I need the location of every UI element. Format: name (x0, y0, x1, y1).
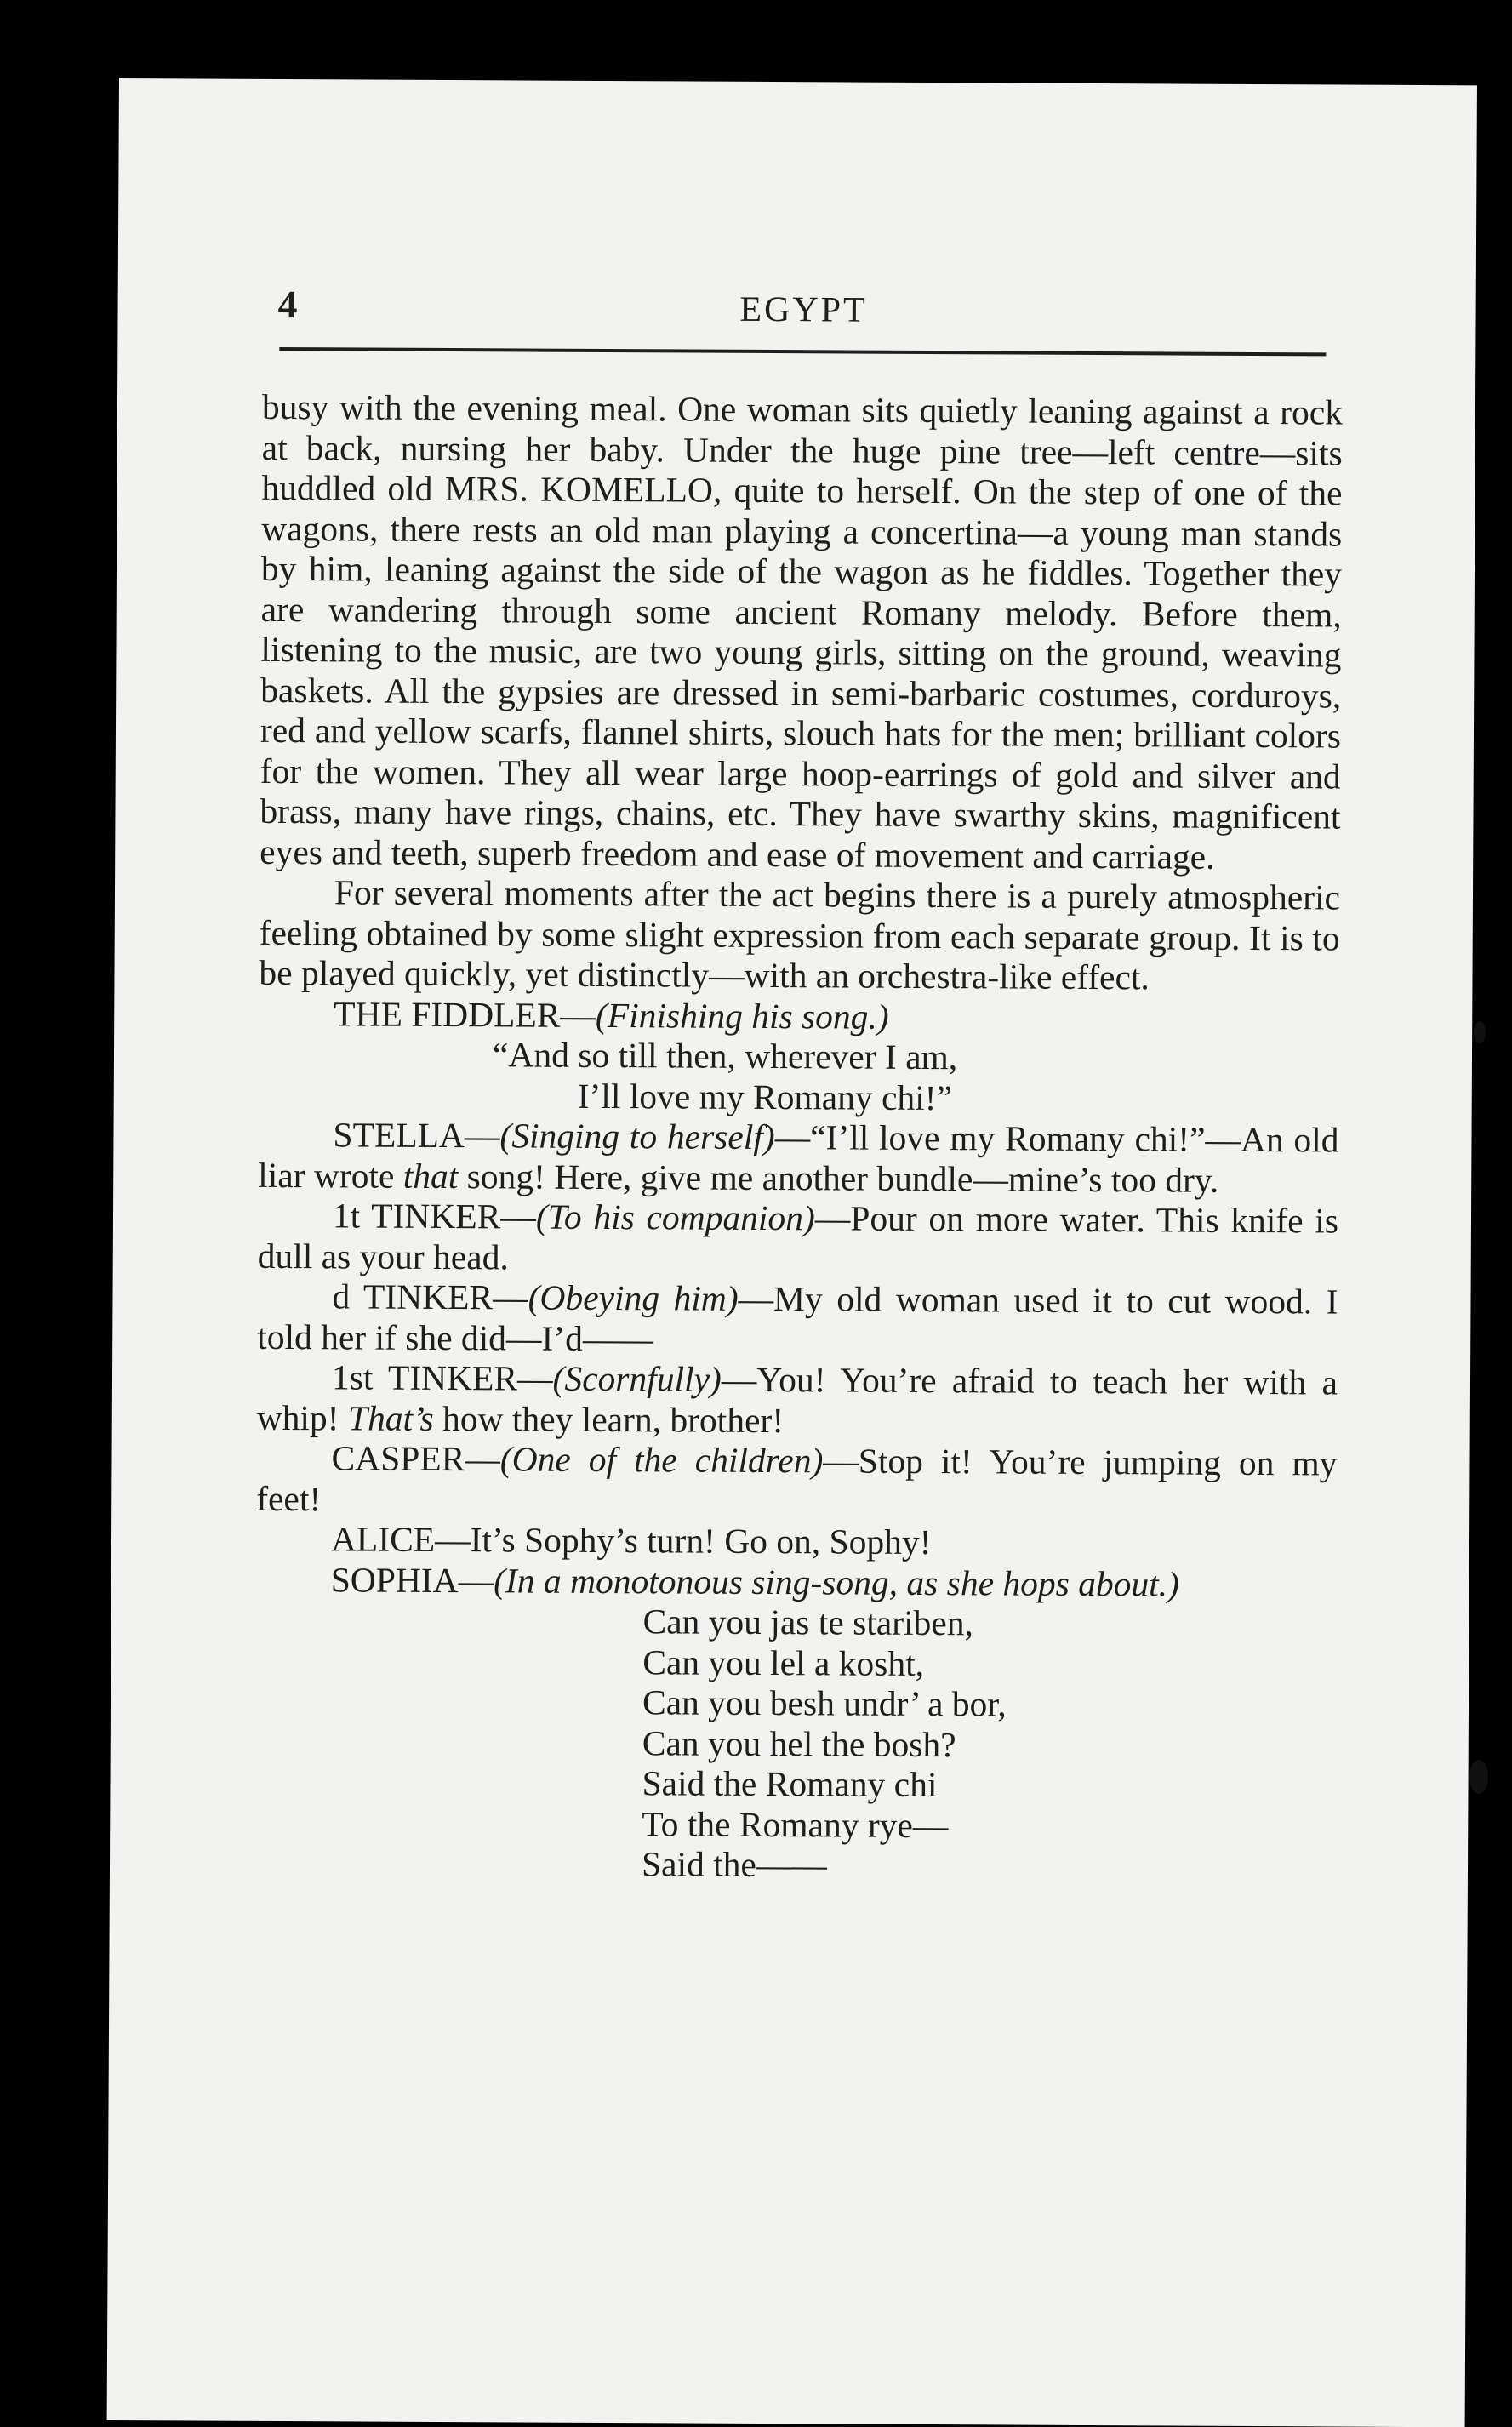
speaker-name: CASPER— (331, 1438, 500, 1479)
speech-second-tinker (257, 1276, 1338, 1363)
song-line: To the Romany rye— (642, 1803, 949, 1845)
emphasis: That’s (347, 1397, 434, 1438)
song-line: Can you besh undr’ a bor, (642, 1682, 1007, 1724)
stage-direction: (To his companion) (535, 1196, 815, 1238)
song-verse (254, 1600, 1337, 1888)
dialogue: —You! You’re afraid to teach her with a whip! (256, 1359, 1338, 1437)
speaker-name: d TINKER— (332, 1276, 528, 1317)
speech-alice: ALICE—It’s Sophy’s turn! Go on, Sophy! (330, 1519, 932, 1562)
dialogue: song! Here, give me another bundle—mine’s too dry. (458, 1156, 1219, 1200)
paragraph-scene-description: busy with the evening meal. One woman sits quietly leaning against a rock at back, nursing her baby. Under the huge pine tree—left centre—sits huddled old MRS. KOMELLO, quite to herself. On the step of one of the wagons, there rests an old man playing a concertina—a young man stands by him, leaning against the side of the wagon as he fiddles. Together they are wandering through some ancient Romany melody. Before them, listening to the music, are two young girls, sitting on the ground, weaving baskets. All the gypsies are dressed in semi-barbaric costumes, corduroys, red and yellow scarfs, flannel shirts, slouch hats for the men; brilliant colors for the women. They all wear large hoop-earrings of gold and silver and brass, many have rings, chains, etc. They have swarthy skins, magnificent eyes and teeth, superb freedom and ease of movement and carriage. (260, 386, 1344, 877)
song-line: Said the—— (641, 1844, 827, 1885)
dialogue: —My old woman used it to cut wood. I told her if she did—I’d—— (257, 1278, 1338, 1358)
speaker-name: STELLA— (333, 1115, 500, 1156)
dialogue: —“I’ll love my Romany chi!”—An old liar wrote (258, 1117, 1339, 1196)
verse-line: “And so till then, wherever I am, (492, 1035, 958, 1077)
stage-direction: (Obeying him) (528, 1277, 739, 1318)
speech-first-tinker-reply (257, 1357, 1338, 1444)
stage-direction: (One of the children) (499, 1439, 824, 1481)
speech-first-tinker (258, 1196, 1338, 1282)
running-head: EGYPT (739, 289, 868, 330)
speaker-name: SOPHIA— (330, 1559, 494, 1600)
stage-direction: (Finishing his song.) (595, 995, 889, 1036)
speech-sophia (256, 1559, 1337, 1605)
speech-stella (258, 1115, 1338, 1202)
speaker-name: THE FIDDLER— (334, 993, 596, 1035)
song-line: Can you jas te stariben, (642, 1602, 974, 1643)
binding-mark (1474, 1021, 1486, 1043)
song-line: Can you hel the bosh? (642, 1722, 956, 1764)
page-body (254, 387, 1343, 1888)
page-header (277, 282, 1329, 348)
dialogue: —Pour on more water. This knife is dull as your head. (257, 1198, 1339, 1276)
paragraph-atmosphere: For several moments after the act begins there is a purely atmospheric feeling obtained by some slight expression from each separate group. It is to be played quickly, yet distinctly—with an orchestra-like effect. (259, 872, 1341, 997)
page-number: 4 (277, 282, 298, 327)
stage-direction: (Singing to herself) (499, 1116, 775, 1157)
dialogue: how they learn, brother! (433, 1398, 785, 1440)
book-page (107, 78, 1477, 2427)
header-rule (279, 347, 1326, 356)
verse-line: I’ll love my Romany chi!” (577, 1076, 953, 1117)
emphasis: that (402, 1156, 459, 1196)
stage-direction: (In a monotonous sing-song, as she hops about.) (494, 1560, 1180, 1604)
speech-fiddler (259, 993, 1339, 1039)
speaker-name: 1st TINKER— (331, 1357, 553, 1398)
binding-mark (1469, 1760, 1488, 1794)
song-line: Said the Romany chi (642, 1763, 938, 1805)
stage-direction: (Scornfully) (552, 1358, 722, 1399)
speaker-name: 1t TINKER— (332, 1196, 537, 1236)
song-line: Can you lel a kosht, (642, 1642, 925, 1683)
dialogue: —Stop it! You’re jumping on my feet! (256, 1441, 1338, 1518)
speech-casper (256, 1438, 1337, 1525)
